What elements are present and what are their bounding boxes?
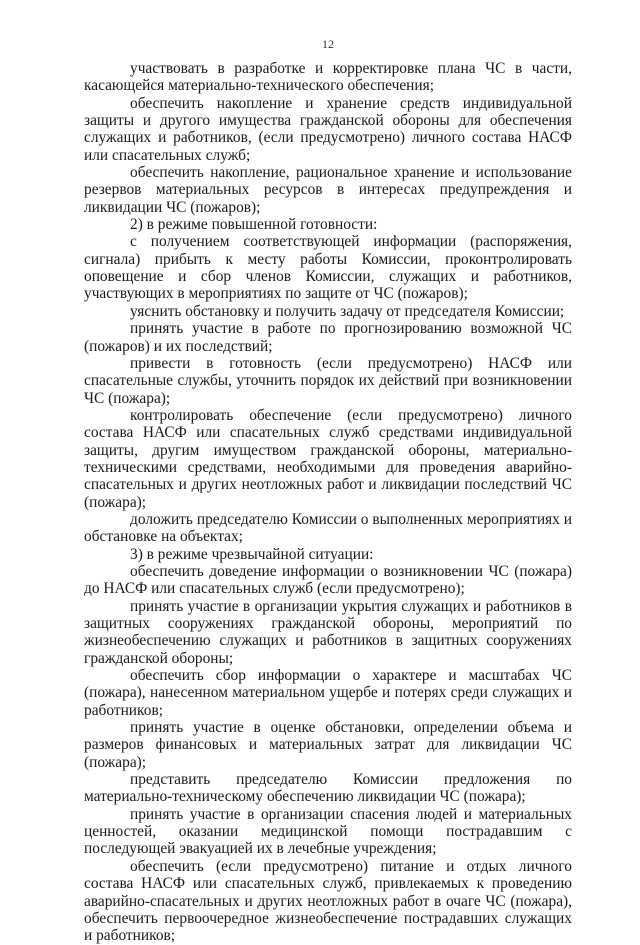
document-body: [84, 60, 572, 945]
paragraph: доложить председателю Комиссии о выполненных мероприятиях и обстановке на объектах;: [84, 510, 572, 546]
paragraph: 3) в режиме чрезвычайной ситуации:: [130, 545, 374, 563]
paragraph: обеспечить накопление, рациональное хранение и использование резервов материальных ресурсов в интересах предупреждения и ликвидации ЧС (пожаров);: [84, 164, 572, 216]
paragraph: обеспечить доведение информации о возникновении ЧС (пожара) до НАСФ или спасательных служб (если предусмотрено);: [84, 562, 572, 598]
paragraph: с получением соответствующей информации (распоряжения, сигнала) прибыть к месту работы Комиссии, проконтролировать оповещение и сбор членов Комиссии, служащих и работников, участвующих в мероприятиях по защите от ЧС (пожаров);: [84, 233, 572, 303]
paragraph: участвовать в разработке и корректировке плана ЧС в части, касающейся материально-технического обеспечения;: [84, 60, 572, 95]
paragraph: 2) в режиме повышенной готовности:: [130, 216, 378, 234]
paragraph: принять участие в работе по прогнозированию возможной ЧС (пожаров) и их последствий;: [84, 320, 572, 355]
paragraph: обеспечить сбор информации о характере и масштабах ЧС (пожара), нанесенном материальном ущербе и потерях среди служащих и работников;: [84, 667, 572, 719]
paragraph: привести в готовность (если предусмотрено) НАСФ или спасательные службы, уточнить порядок их действий при возникновении ЧС (пожара);: [84, 354, 572, 407]
paragraph: принять участие в организации спасения людей и материальных ценностей, оказании медицинской помощи пострадавшим с последующей эвакуацией их в лечебные учреждения;: [84, 805, 572, 858]
paragraph: принять участие в организации укрытия служащих и работников в защитных сооружениях гражданской обороны, мероприятий по жизнеобеспечению служащих и работников в защитных сооружениях гражданской обороны;: [84, 597, 572, 667]
paragraph: принять участие в оценке обстановки, определении объема и размеров финансовых и материальных затрат для ликвидации ЧС (пожара);: [84, 719, 572, 771]
paragraph: обеспечить (если предусмотрено) питание и отдых личного состава НАСФ или спасательных служб, привлекаемых к проведению аварийно-спасательных и других неотложных работ в очаге ЧС (пожара), обеспечить первоочередное жизнеобеспечение пострадавших служащих и работников;: [84, 857, 572, 945]
paragraph: контролировать обеспечение (если предусмотрено) личного состава НАСФ или спасательных служб средствами индивидуальной защиты, другим имуществом гражданской обороны, материально-техническими средствами, необходимыми для проведения аварийно-спасательных и других неотложных работ и ликвидации последствий ЧС (пожара);: [84, 406, 572, 511]
paragraph: обеспечить накопление и хранение средств индивидуальной защиты и другого имущества гражданской обороны для обеспечения служащих и работников, (если предусмотрено) личного состава НАСФ или спасательных служб;: [84, 94, 572, 164]
paragraph: уяснить обстановку и получить задачу от председателя Комиссии;: [130, 302, 565, 320]
paragraph: представить председателю Комиссии предложения по материально-техническому обеспечению ликвидации ЧС (пожара);: [84, 771, 572, 806]
page-number: 12: [322, 37, 334, 51]
